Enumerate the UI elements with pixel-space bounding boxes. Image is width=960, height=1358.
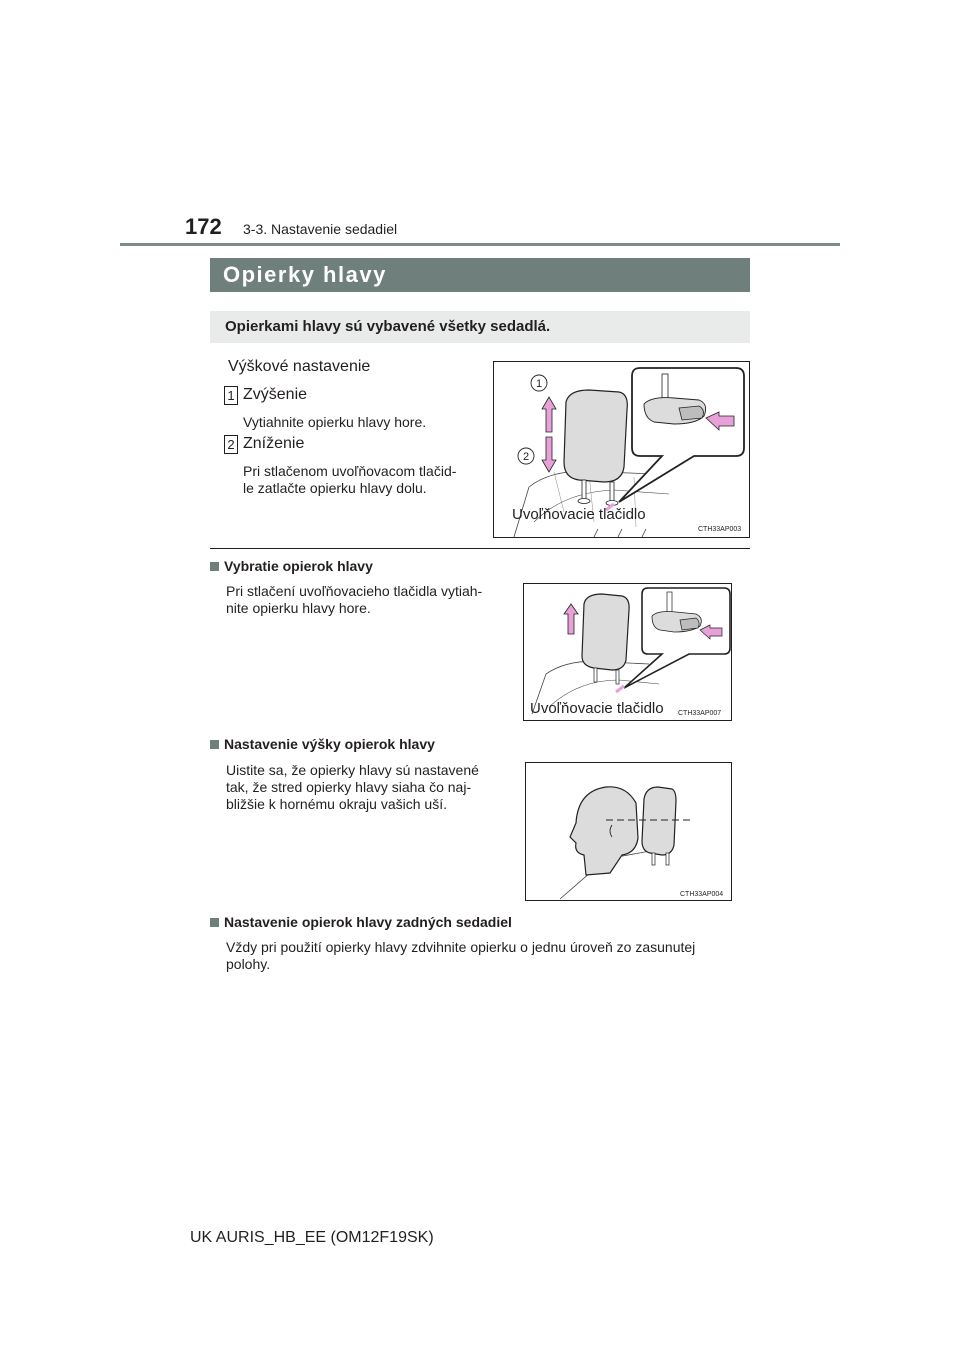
removal-line-2: nite opierku hlavy hore. bbox=[226, 600, 371, 616]
bullet-square-icon bbox=[210, 562, 219, 571]
rear-heading-text: Nastavenie opierok hlavy zadných sedadiel bbox=[224, 914, 512, 930]
section-divider bbox=[210, 548, 750, 549]
step-1-number: 1 bbox=[224, 386, 238, 405]
step-2-label: Zníženie bbox=[243, 435, 305, 452]
rear-line-2: polohy. bbox=[226, 956, 271, 972]
rear-heading bbox=[210, 914, 512, 930]
figure-2-code: CTH33AP007 bbox=[678, 710, 722, 717]
callout-1-text: 1 bbox=[535, 378, 543, 390]
callout-2-text: 2 bbox=[522, 451, 530, 463]
step-2-description-line-1: Pri stlačenom uvoľňovacom tlačid- bbox=[243, 463, 457, 479]
height-adjust-heading: Výškové nastavenie bbox=[228, 358, 371, 375]
intro-text: Opierkami hlavy sú vybavené všetky sedadlá. bbox=[210, 311, 750, 343]
page-number: 172 bbox=[185, 214, 222, 239]
page-title: Opierky hlavy bbox=[210, 258, 750, 292]
height-setting-line-2: tak, že stred opierky hlavy siaha čo naj- bbox=[226, 779, 472, 795]
step-2-number: 2 bbox=[224, 435, 238, 454]
head-position-illustration bbox=[526, 763, 732, 901]
height-setting-heading-text: Nastavenie výšky opierok hlavy bbox=[224, 736, 435, 752]
figure-headrest-head-position bbox=[525, 762, 732, 901]
figure-1-code: CTH33AP003 bbox=[698, 526, 742, 533]
removal-heading bbox=[210, 558, 373, 574]
height-setting-line-3: bližšie k hornému okraju vašich uší. bbox=[226, 796, 447, 812]
height-setting-heading bbox=[210, 736, 435, 752]
figure-headrest-removal bbox=[523, 583, 732, 721]
step-1-label: Zvýšenie bbox=[243, 386, 308, 403]
figure-1-label: Uvoľňovacie tlačidlo bbox=[512, 506, 646, 523]
section-reference: 3-3. Nastavenie sedadiel bbox=[243, 221, 398, 237]
height-setting-line-1: Uistite sa, že opierky hlavy sú nastavené bbox=[226, 762, 479, 778]
bullet-square-icon bbox=[210, 918, 219, 927]
figure-2-label: Uvoľňovacie tlačidlo bbox=[530, 700, 664, 717]
figure-headrest-height-adjust bbox=[493, 361, 750, 538]
step-2-description-line-2: le zatlačte opierku hlavy dolu. bbox=[243, 480, 427, 496]
bullet-square-icon bbox=[210, 740, 219, 749]
header-rule bbox=[120, 243, 840, 246]
step-1-description: Vytiahnite opierku hlavy hore. bbox=[243, 414, 427, 430]
removal-line-1: Pri stlačení uvoľňovacieho tlačidla vytiah- bbox=[226, 583, 483, 599]
rear-line-1: Vždy pri použití opierky hlavy zdvihnite opierku o jednu úroveň zo zasunutej bbox=[226, 939, 696, 955]
figure-3-code: CTH33AP004 bbox=[680, 891, 724, 898]
footer-model-code: UK AURIS_HB_EE (OM12F19SK) bbox=[190, 1229, 434, 1246]
removal-heading-text: Vybratie opierok hlavy bbox=[224, 558, 373, 574]
